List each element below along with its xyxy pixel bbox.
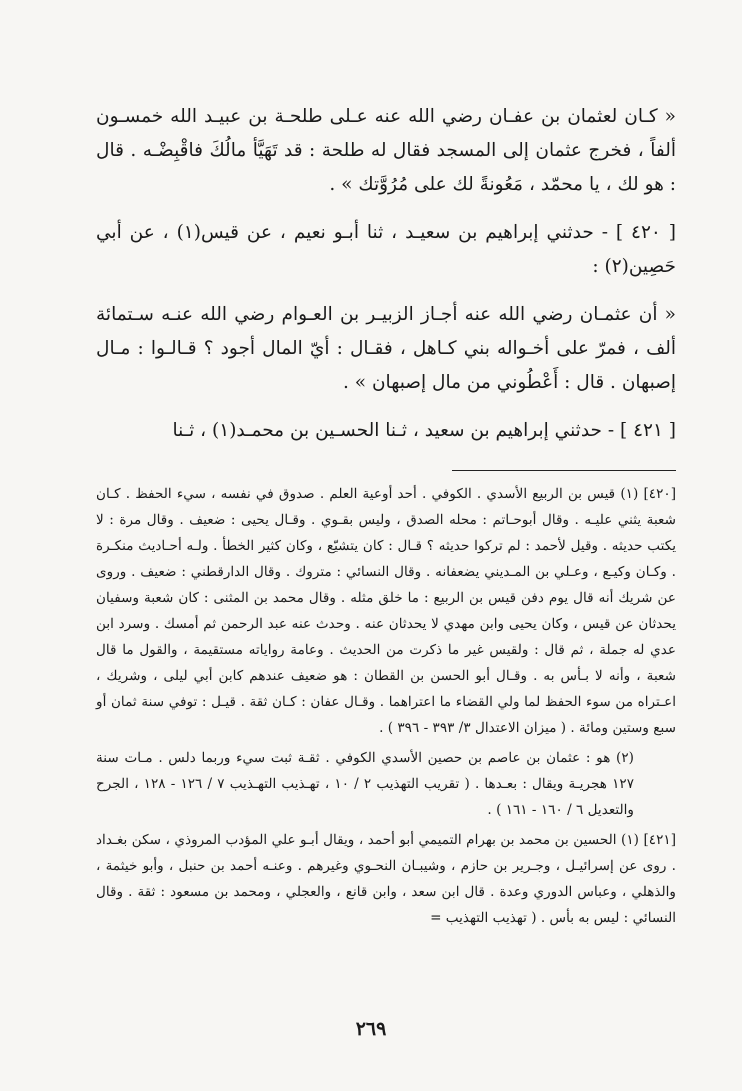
footnote-text: قيس بن الربيع الأسدي . الكوفي . أحد أوعية العلم . صدوق في نفسه ، سيء الحفظ . كـان شعبة يثني عليـه . وقال أبوحـاتم : محله الصدق ، وليس بقـوي . وقـال يحيى : ضعيف . وقال مرة : لا يكتب حديثه . وقيل لأحمد : لم تركوا حديثه ؟ قـال : كان يتشيّع ، وكان كثير الخطأ . ولـه أحـاديث منكـرة . وكـان وكيـع ، وعـلي بن المـديني يضعفانه . وقال النسائي : متروك . وقال الدارقطني : ضعيف . وروى عن شريك أنه قال يوم دفن قيس بن الربيع : ما خلق مثله . وقال محمد بن المثنى : كان شعبة وسفيان يحدثان عن قيس ، وكان يحيى وابن مهدي لا يحدثان عنه . وحدث عنه عبد الرحمن ثم أمسك . وسرد ابن عدي له جملة ، ثم قال : ولقيس غير ما ذكرت من الحديث . وعامة رواياته مستقيمة ، والقول ما قال شعبة ، وأنه لا بـأس به . وقـال أبو الحسن بن القطان : هو ضعيف عندهم كابن أبي ليلى ، وشريك ، اعـتراه من سوء الحفظ لما ولي القضاء ما اعتراهما . وقـال عفان : كـان ثقة . قيـل : توفي سنة ثمان أو سبع وستين ومائة . ( ميزان الاعتدال ٣/ ٣٩٣ - ٣٩٦ ) . xyxy=(96,486,676,736)
footnote-separator xyxy=(452,470,676,471)
page-body xyxy=(96,100,676,931)
isnad-420: [ ٤٢٠ ] - حدثني إبراهيم بن سعيـد ، ثنا أبـو نعيم ، عن قيس(١) ، عن أبي حَصِين(٢) : xyxy=(96,222,676,277)
footnote-text: هو : عثمان بن عاصم بن حصين الأسدي الكوفي . ثقـة ثبت سيء وربما دلس . مـات سنة ١٢٧ هجريـة ويقال : بعـدها . ( تقريب التهذيب ٢ / ١٠ ، تهـذيب التهـذيب ٧ / ١٢٦ - ١٢٨ ، الجرح والتعديل ٦ / ١٦٠ - ١٦١ ) . xyxy=(96,750,634,818)
footnote-tag: [٤٢٠] xyxy=(643,486,676,502)
footnote-420-1 xyxy=(96,481,676,741)
footnote-number: (١) xyxy=(621,832,639,848)
hadith-quote-2: « أن عثمـان رضي الله عنه أجـاز الزبيـر بن العـوام رضي الله عنـه سـتمائة ألف ، فمرّ على أخـواله بني كـاهل ، فقـال : أيّ المال أجود ؟ قـالـوا : مـال إصبهان . قال : أَعْطُوني من مال إصبهان » . xyxy=(96,304,676,393)
footnote-number: (١) xyxy=(620,486,639,502)
hadith-quote-1: « كـان لعثمان بن عفـان رضي الله عنه عـلى طلحـة بن عبيـد الله خمسـون ألفاً ، فخرج عثمان إلى المسجد فقال له طلحة : قد تَهَيَّأ مالُكَ فاقْبِضْـه . قال : هو لك ، يا محمّد ، مَعُونةً لك على مُرُوَّتك » . xyxy=(96,106,676,195)
footnote-421-1 xyxy=(96,827,676,931)
footnote-420-2 xyxy=(96,745,676,823)
footnote-tag: [٤٢١] xyxy=(643,832,677,848)
page-number: ٢٦٩ xyxy=(355,1018,387,1040)
footnote-number: (٢) xyxy=(616,750,634,766)
isnad-421: [ ٤٢١ ] - حدثني إبراهيم بن سعيد ، ثـنا الحسـين بن محمـد(١) ، ثـنا xyxy=(172,420,676,441)
footnote-text: الحسين بن محمد بن بهرام التميمي أبو أحمد ، ويقال أبـو علي المؤدب المروذي ، سكن بغـداد . روى عن إسرائيـل ، وجـرير بن حازم ، وشيبـان النحـوي وغيرهم . وعنـه أحمد بن حنبل ، وأبو خيثمة ، والذهلي ، وعباس الدوري وعدة . قال ابن سعد ، وابن قانع ، والعجلي ، ومحمد بن مسعود : ثقة . وقال النسائي : ليس به بأس . ( تهذيب التهذيب = xyxy=(96,832,676,926)
